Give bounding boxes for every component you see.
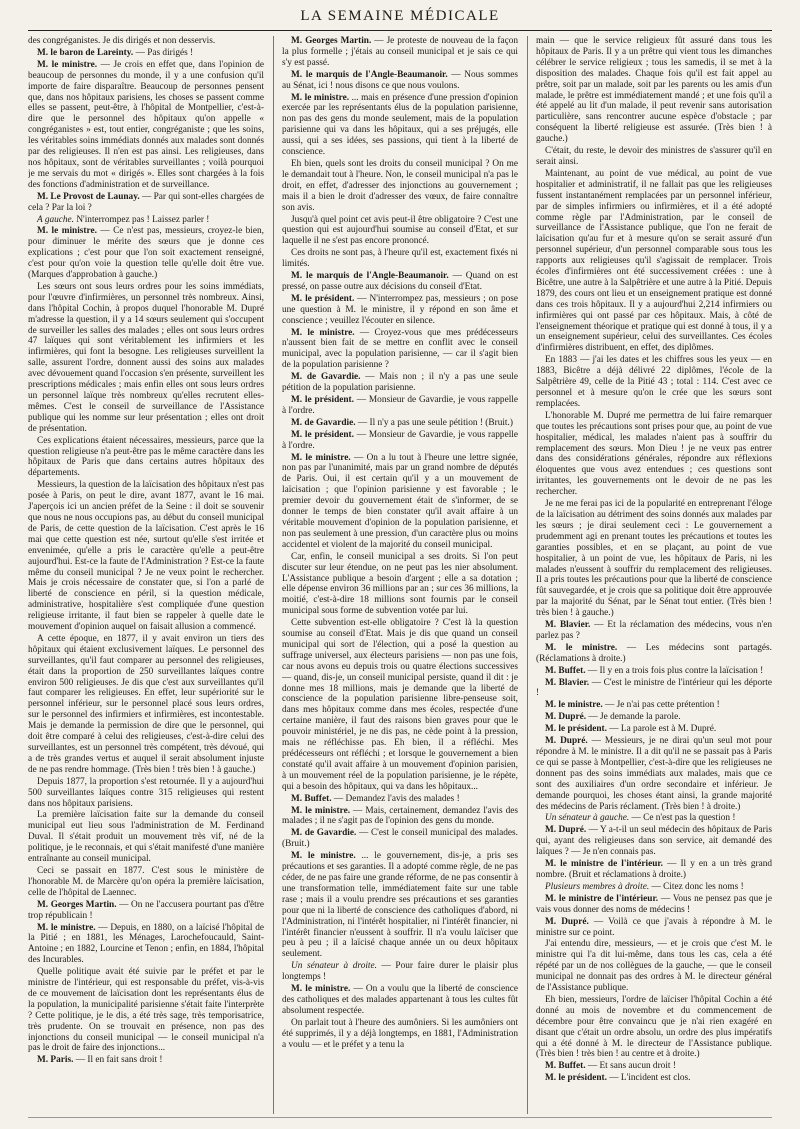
- paragraph-text: — L'incident est clos.: [606, 1073, 691, 1084]
- paragraph-text: Eh bien, quels sont les droits du conseil municipal ? On me le demandait tout à l'heure. Non, le conseil municipal n'a pas le droit, en effet, d'adresser des injonctions au gouvernement ; mais il a bien le droit d'adresser des vœux, de faire connaître son avis.: [282, 158, 518, 213]
- paragraph-text: — Demandez l'avis des malades !: [331, 793, 460, 804]
- paragraph: [28, 923, 264, 967]
- paragraph: [282, 248, 518, 270]
- paragraph: [282, 271, 518, 293]
- paragraph: [536, 666, 772, 677]
- speaker-name: M. le ministre.: [291, 92, 350, 103]
- paragraph-text: — Voilà ce que j'avais à répondre à M. le ministre sur ce point.: [536, 916, 772, 938]
- paragraph: [282, 70, 518, 92]
- speaker-name: M. Georges Martin.: [37, 899, 117, 910]
- paragraph-text: — La parole est à M. Dupré.: [606, 724, 717, 735]
- speaker-name: M. le baron de Lareinty.: [37, 47, 134, 58]
- paragraph: [28, 900, 264, 922]
- paragraph: [282, 961, 518, 983]
- paragraph-text: — Et la réclamation des médecins, vous n'en parlez pas ?: [536, 620, 772, 641]
- paragraph: [28, 810, 264, 865]
- paragraph-text: La première laïcisation faite sur la demande du conseil municipal eut lieu sous l'administration de M. Ferdinand Duval. Il s'était produit un mouvement très vif, né de la politique, je le reconnais, et qui s'était manifesté d'une manière entraînante au conseil municipal.: [28, 810, 264, 865]
- speaker-name: M. le ministre de l'intérieur.: [545, 859, 664, 870]
- paragraph-text: — Mais non ; il n'y a pas une seule pétition de la population parisienne.: [282, 372, 518, 394]
- paragraph-text: — Croyez-vous que mes prédécesseurs n'aussent bien fait de se mettre en conflit avec le conseil municipal, avec la population parisienne, — car il s'agit bien de la population parisienne ?: [282, 327, 518, 371]
- paragraph: [28, 1055, 264, 1066]
- speaker-name: M. le marquis de l'Angle-Beaumanoir.: [291, 69, 448, 80]
- speaker-name: M. le marquis de l'Angle-Beaumanoir.: [291, 271, 449, 282]
- paragraph: [536, 355, 772, 410]
- paragraph: [282, 806, 518, 828]
- paragraph-text: — C'est le ministre de l'intérieur qui les déporte !: [536, 677, 772, 699]
- speaker-name: M. Blavier.: [545, 620, 591, 631]
- paragraph: [282, 215, 518, 248]
- paragraph-text: — Il n'y a pas une seule pétition ! (Bruit.): [355, 417, 513, 428]
- paragraph: [536, 169, 772, 354]
- paragraph-text: — Messieurs, je ne dirai qu'un seul mot pour répondre à M. le ministre. Il a dit qu'il ne se passait pas à Paris ce qui se passe à Montpellier, c'est-à-dire que les religieuses ne donnent pas des soins immédiats aux malades, mais que ce sont des auxiliaires d'un ordre secondaire et inférieur. Je demande pourquoi, les choses étant ainsi, la grande majorité des médecins de Paris réclament. (Très bien ! à droite.): [536, 736, 772, 812]
- paragraph: [282, 552, 518, 617]
- paragraph: [28, 480, 264, 633]
- paragraph: [28, 192, 264, 214]
- paragraph-text: — On a lu tout à l'heure une lettre signée, non pas par l'unanimité, mais par un grand nombre de députés de Paris. Oui, il est certain qu'il y a un mouvement de laïcisation ; que l'opinion parisienne y est favorable ; le premier devoir du gouvernement était de s'informer, de se donner le temps de bien constater qu'il avait affaire à un véritable mouvement d'opinion de la population parisienne, et non pas seulement à une pression, d'un caractère plus ou moins accidentel et violent de la majorité du conseil municipal.: [282, 452, 518, 550]
- interjection: Plusieurs membres à droite.: [545, 881, 650, 892]
- paragraph: [536, 995, 772, 1060]
- speaker-name: M. Dupré.: [545, 736, 588, 747]
- paragraph-text: — Citez donc les noms !: [649, 881, 744, 892]
- speaker-name: M. de Gavardie.: [291, 417, 356, 428]
- interjection: Un sénateur à droite.: [291, 961, 377, 972]
- paragraph-text: — On a voulu que la liberté de conscience des catholiques et des malades appartenant à tous les cultes fût absolument respectée.: [282, 984, 518, 1016]
- paragraph-text: — Et sans aucun droit !: [585, 1061, 676, 1072]
- paragraph-text: Cette subvention est-elle obligatoire ? C'est là la question soumise au conseil d'Etat. Mais je dis que quand un conseil municipal qui sort de l'élection, qui a posé la question au suffrage universel, aux électeurs parisiens — non pas une fois, car nous avons eu depuis trois ou quatre élections successives — quand, dis-je, un conseil municipal persiste, quand il dit : je donne mes 18 millions, mais je demande que la liberté de conscience de la population parisienne libre-penseuse soit, dans mes hôpitaux comme dans mes écoles, respectée d'une certaine manière, il faut des raisons bien graves pour que le pouvoir ministériel, je ne dis pas, ne cède point à la pression, mais ne réfléchisse pas. Eh bien, il a réfléchi. Mes prédécesseurs ont réfléchi ; et lorsque le gouvernement a bien constaté qu'il avait affaire à un mouvement d'opinion parisien, à un mouvement réel de la population parisienne, je le répète, qui a besoin des hôpitaux, qui va dans les hôpitaux...: [282, 618, 518, 792]
- paragraph-text: N'interrompez pas ! Laissez parler !: [74, 214, 210, 225]
- paragraph-text: Car, enfin, le conseil municipal a ses droits. Si l'on peut discuter sur leur étendue, on ne peut pas les nier absolument. L'Assistance publique a besoin d'argent ; elle a sa dotation ; elle dépense environ 36 millions par an ; sur ces 36 millions, la moitié, c'est-à-dire 18 millions sont fournis par le conseil municipal sous forme de subvention votée par lui.: [282, 551, 518, 617]
- paragraph-text: — Les médecins sont partagés. (Réclamations à droite.): [536, 642, 772, 664]
- interjection: A gauche.: [37, 214, 75, 225]
- paragraph: [282, 395, 518, 417]
- paragraph-text: C'était, du reste, le devoir des ministres de s'assurer qu'il en serait ainsi.: [536, 146, 772, 167]
- paragraph: [536, 894, 772, 916]
- speaker-name: M. le ministre.: [545, 700, 603, 711]
- paragraph: [536, 712, 772, 723]
- paragraph: [28, 226, 264, 281]
- paragraph: [282, 984, 518, 1017]
- paragraph-text: Ceci se passait en 1877. C'est sous le ministère de l'honorable M. de Marcère qu'on opéra la première laïcisation, celle de l'hôpital de Laennec.: [28, 865, 264, 898]
- paragraph-text: Eh bien, messieurs, l'ordre de laïciser l'hôpital Cochin a été donné au mois de novembre et du commencement de décembre pour être convaincu que je n'ai rien exagéré en disant que c'était un ordre absolu, un ordre des plus impératifs qui a été donné à M. le directeur de l'Assistance publique. (Très bien ! très bien ! au centre et à droite.): [536, 994, 772, 1060]
- speaker-name: M. Buffet.: [545, 665, 586, 676]
- speaker-name: M. de Gavardie.: [291, 372, 361, 383]
- column-divider: [527, 36, 528, 1114]
- paragraph: [536, 917, 772, 939]
- paragraph-text: ... le gouvernement, dis-je, a pris ses précautions et ses garanties. Il a adopté comme règle, de ne pas céder, de ne pas faire une grande réforme, de ne pas consentir à une transformation telle, immédiatement faite sur une table rase ; mais il a voulu prendre ses précautions et ses garanties pour que ni la liberté de conscience des catholiques d'abord, ni l'Administration, ni l'intérêt hospitalier, ni l'intérêt financier, ni l'intérêt financier n'eussent à souffrir. Il n'a voulu laïciser que peu à peu ; il a laïcisé chaque année un ou deux hôpitaux seulement.: [282, 851, 518, 960]
- paragraph: [28, 777, 264, 810]
- paragraph: [28, 866, 264, 899]
- paragraph-text: Maintenant, au point de vue médical, au point de vue hospitalier et administratif, il ne fallait pas que les religieuses fussent instantanément remplacées par un personnel inférieur, par de simples infirmiers ou infirmières, et il a été adopté comme règle par l'Administration, par le conseil de surveillance de l'Assistance publique, que l'on ne ferait de laïcisation qu'au fur et à mesure qu'on se serait assuré d'un personnel supérieur, d'un personnel comparable sous tous les rapports aux religieuses qu'il s'agissait de remplacer. Trois écoles d'infirmières ont été successivement créées : une à Bicêtre, une autre à la Salpêtrière et une autre à la Pitié. Depuis 1879, des cours ont lieu et un enseignement pratique est donné dans ces trois hôpitaux. Il y a aujourd'hui 2,214 infirmiers ou infirmières qui ont passé par ces hôpitaux. Mais, à côté de l'enseignement théorique et pratique qui est donné à tous, il y a un enseignement supérieur, celui des surveillantes. Ces écoles d'infirmières distribuent, en effet, des diplômes.: [536, 168, 772, 354]
- speaker-name: M. le ministre de l'intérieur.: [545, 893, 659, 904]
- paragraph-text: — Pour faire durer le plaisir plus longtemps !: [282, 961, 518, 983]
- paragraph-text: L'honorable M. Dupré me permettra de lui faire remarquer que toutes les précautions sont prises pour que, au point de vue hospitalier, médical, les malades n'aient pas à souffrir du remplacement des sœurs. Mon Dieu ! je ne veux pas entrer dans des considérations générales, répondre aux réflexions éloquentes que vous avez entendues ; ces questions sont irritantes, les gouvernements ont le devoir de ne pas les rechercher.: [536, 410, 772, 498]
- paragraph: [282, 851, 518, 960]
- speaker-name: M. le président.: [291, 429, 354, 440]
- paragraph: [28, 48, 264, 59]
- speaker-name: M. le président.: [545, 1073, 607, 1084]
- paragraph-text: Ces explications étaient nécessaires, messieurs, parce que la question religieuse n'a peut-être pas le même caractère dans les hôpitaux de Paris que dans certains autres hôpitaux des départements.: [28, 435, 264, 479]
- speaker-name: M. Blavier.: [545, 677, 590, 688]
- speaker-name: M. le président.: [545, 724, 607, 735]
- paragraph-text: — Pas dirigés !: [133, 47, 194, 58]
- paragraph: [282, 418, 518, 429]
- paragraph: [28, 634, 264, 776]
- speaker-name: M. Paris.: [37, 1055, 74, 1066]
- speaker-name: M. le président.: [291, 395, 354, 405]
- article-body: [28, 36, 772, 1114]
- column-divider: [273, 36, 274, 1114]
- paragraph-text: — Ce n'est pas la question !: [629, 813, 736, 824]
- paragraph: [536, 1073, 772, 1084]
- paragraph-text: Quelle politique avait été suivie par le préfet et par le ministre de l'intérieur, qui est responsable du préfet, vis-à-vis de ce mouvement de laïcisation dont les représentants élus de la population, la municipalité parisienne s'était faite l'interprète ? Cette politique, je le dis, a été très sage, très temporisatrice, très prudente. On se trouvait en présence, non pas des injonctions du conseil municipal — le conseil municipal n'a pas le droit de faire des injonctions...: [28, 967, 264, 1054]
- speaker-name: M. Dupré.: [545, 712, 587, 723]
- paragraph-text: Jusqu'à quel point cet avis peut-il être obligatoire ? C'est une question qui est aujourd'hui soumise au conseil d'Etat, et sur laquelle il ne s'est pas encore prononcé.: [282, 214, 518, 247]
- paragraph-text: — Je crois en effet que, dans l'opinion de beaucoup de personnes du monde, il y a une confusion qu'il importe de faire disparaître. Beaucoup de personnes pensent que, dans nos hôpitaux parisiens, les choses se passent comme elles se passent, peut-être, à l'hôpital de Montpellier, c'est-à-dire que le personnel des hôpitaux qu'on appelle « congréganistes » est, tout entier, congréganiste ; que les soins, les véritables soins immédiats donnés aux malades sont donnés par des religieuses. Il n'en est pas ainsi. Les religieuses, dans nos hôpitaux, sont de véritables surveillantes ; voilà pourquoi je me servais du mot « dirigés ». Elles sont chargées à la fois des fonctions d'administration et de surveillance.: [28, 59, 264, 190]
- paragraph: [536, 700, 772, 711]
- paragraph: [536, 736, 772, 812]
- paragraph-text: — Je proteste de nouveau de la façon la plus formelle ; j'étais au conseil municipal et je sais ce qui s'y est passé.: [282, 36, 518, 68]
- page-header-title: LA SEMAINE MÉDICALE: [300, 8, 500, 24]
- speaker-name: M. le ministre.: [291, 452, 351, 463]
- paragraph: [536, 620, 772, 642]
- speaker-name: M. le ministre.: [291, 327, 355, 338]
- paragraph-text: Ces droits ne sont pas, à l'heure qu'il est, exactement fixés ni limités.: [282, 248, 518, 270]
- paragraph: [282, 1018, 518, 1051]
- speaker-name: M. Le Provost de Launay.: [37, 191, 140, 202]
- speaker-name: M. le ministre.: [291, 851, 356, 862]
- paragraph: [28, 282, 264, 435]
- speaker-name: M. Georges Martin.: [291, 36, 372, 46]
- speaker-name: M. de Gavardie.: [291, 828, 357, 839]
- paragraph: [282, 430, 518, 452]
- paragraph-text: — Je n'ai pas cette prétention !: [602, 700, 720, 711]
- paragraph-text: — Monsieur de Gavardie, je vous rappelle à l'ordre.: [282, 429, 518, 451]
- paragraph-text: — Nous sommes au Sénat, ici ! nous disons ce que nous voulons.: [282, 69, 518, 91]
- paragraph: [282, 828, 518, 850]
- column-1: [28, 36, 264, 1114]
- speaker-name: M. le ministre.: [291, 805, 351, 816]
- speaker-name: M. Buffet.: [545, 1061, 586, 1072]
- paragraph: [536, 678, 772, 700]
- paragraph: [536, 825, 772, 858]
- paragraph-text: — Depuis, en 1880, on a laïcisé l'hôpital de la Pitié ; en 1881, les Ménages, Larochefoucauld, Saint-Antoine ; en 1882, Lourcine et Tenon ; enfin, en 1884, l'hôpital des Incurables.: [28, 922, 264, 966]
- paragraph-text: — Il y en a trois fois plus contre la laïcisation !: [585, 665, 764, 676]
- paragraph-text: Je ne me ferai pas ici de la popularité en entreprenant l'éloge de la laïcisation au détriment des soins donnés aux malades par les sœurs ; je dirai seulement ceci : Le gouvernement a prudemment agi en prenant toutes les précautions et toutes les garanties possibles, et en se plaçant, au point de vue hospitalier, à un point de vue, les hôpitaux de Paris, ni les malades n'eussent à souffrir du remplacement des religieuses. Il a pris toutes les précautions pour que la liberté de conscience fût sauvegardée, et je crois que sa politique doit être approuvée par la majorité du Sénat, par le Sénat tout entier. (Très bien ! très bien ! à gauche.): [536, 499, 772, 619]
- paragraph-text: — Monsieur de Gavardie, je vous rappelle à l'ordre.: [282, 395, 518, 416]
- paragraph: [536, 724, 772, 735]
- paragraph: [282, 294, 518, 327]
- speaker-name: M. le président.: [291, 293, 355, 304]
- paragraph: [28, 967, 264, 1054]
- speaker-name: M. le ministre.: [291, 984, 351, 995]
- paragraph-text: des congréganistes. Je dis dirigés et non desservis.: [28, 36, 216, 46]
- paragraph-text: Messieurs, la question de la laïcisation des hôpitaux n'est pas posée à Paris, on peut le dire, avant 1877, avant le 16 mai. J'aperçois ici un ancien préfet de la Seine : il doit se souvenir que nous ne nous occupions pas, au début du conseil municipal de Paris, de cette question de la laïcisation. C'est après le 16 mai que cette question est née, surtout qu'elle s'est irritée et envenimée, qu'elle a pris le caractère qu'elle a peut-être aujourd'hui. Est-ce la faute de l'Administration ? Est-ce la faute même du conseil municipal ? Je ne veux point le rechercher. Mais je crois nécessaire de constater que, si l'on a parlé de liberté de conscience en péril, si la question médicale, administrative, hospitalière s'est compliquée d'une question religieuse irritante, il faut bien se rappeler à quelle date le mouvement d'opinion auquel on faisait allusion a commencé.: [28, 480, 264, 633]
- paragraph: [536, 859, 772, 881]
- footer-rule: [28, 1117, 772, 1118]
- speaker-name: M. Buffet.: [291, 793, 332, 804]
- paragraph: [28, 60, 264, 191]
- paragraph: [28, 36, 264, 47]
- paragraph: [536, 813, 772, 824]
- paragraph-text: — C'est le conseil municipal des malades. (Bruit.): [282, 828, 518, 850]
- header-rule: [28, 30, 772, 31]
- paragraph-text: — Je demande la parole.: [586, 712, 681, 723]
- paragraph-text: A cette époque, en 1877, il y avait environ un tiers des hôpitaux qui étaient exclusivement laïques. Le personnel des surveillantes, qu'il faut comparer au personnel des religieuses, était dans la proportion de 250 surveillantes laïques contre environ 500 religieuses. Je dis que c'est aux surveillantes qu'il faut comparer les religieuses. En effet, leur supériorité sur le personnel inférieur, sur le personnel placé sous leurs ordres, sur le personnel des infirmiers et infirmières, est incontestable. Mais je demande la permission de dire que le personnel, qui doit être comparé à celui des religieuses, c'est-à-dire celui des surveillantes, est un personnel très compétent, très dévoué, qui a de très grandes vertus et auquel il serait absolument injuste de ne pas rendre hommage. (Très bien ! très bien ! à gauche.): [28, 633, 264, 775]
- paragraph: [536, 643, 772, 665]
- interjection: Un sénateur à gauche.: [545, 813, 630, 824]
- paragraph: [282, 372, 518, 394]
- paragraph: [282, 453, 518, 551]
- paragraph: [28, 215, 264, 226]
- paragraph: [536, 146, 772, 168]
- paragraph: [536, 939, 772, 994]
- paragraph-text: — Ce n'est pas, messieurs, croyez-le bien, pour diminuer le mérite des sœurs que je donne ces explications ; c'est pour que l'on soit exactement renseigné, c'est pour qu'on voie la question telle qu'elle doit être vue. (Marques d'approbation à gauche.): [28, 226, 264, 281]
- speaker-name: M. Dupré.: [545, 825, 587, 836]
- speaker-name: M. Dupré.: [545, 916, 589, 927]
- paragraph: [282, 794, 518, 805]
- paragraph-text: — Mais, certainement, demandez l'avis des malades ; il ne s'agit pas de l'opinion des gens du monde.: [282, 805, 518, 827]
- speaker-name: M. le ministre.: [545, 642, 618, 653]
- paragraph-text: Les sœurs ont sous leurs ordres pour les soins immédiats, pour l'œuvre d'infirmières, un personnel très nombreux. Ainsi, dans l'hôpital Cochin, à propos duquel l'honorable M. Dupré m'adresse la question, il y a 14 sœurs seulement qui s'occupent de surveiller les salles des malades ; elles ont sous leurs ordres 47 laïques qui sont véritablement les infirmiers et les infirmières, qui font la besogne. Les religieuses surveillent la salle, assurent l'ordre, donnent aussi des soins aux malades avec dévouement quand l'occasion s'en présente, surveillent les prescriptions médicales ; mais enfin elles ont sous leurs ordres un personnel laïque très nombreux qu'elles recrutent elles-mêmes. C'est le conseil de surveillance de l'Assistance publique qui les nomme sur leur présentation ; elles ont droit de présentation.: [28, 281, 264, 434]
- paragraph: [282, 159, 518, 214]
- paragraph-text: En 1883 — j'ai les dates et les chiffres sous les yeux — en 1883, Bicêtre a déjà délivré 22 diplômes, l'école de la Salpêtrière 49, celle de la Pitié 43 ; total : 114. C'est avec ce personnel et à mesure qu'on le crée que les sœurs sont remplacées.: [536, 355, 772, 409]
- paragraph-text: — Y a-t-il un seul médecin des hôpitaux de Paris qui, ayant des religieuses dans son service, ait demandé des laïques ? — Je n'en connais pas.: [536, 825, 772, 858]
- column-3: [536, 36, 772, 1114]
- paragraph: [282, 618, 518, 793]
- speaker-name: M. le ministre.: [37, 922, 96, 933]
- paragraph: [536, 36, 772, 145]
- paragraph-text: — On ne l'accusera pourtant pas d'être trop républicain !: [28, 899, 264, 921]
- paragraph: [536, 499, 772, 619]
- paragraph-text: On parlait tout à l'heure des aumôniers. Si les aumôniers ont été supprimés, il y a déjà longtemps, en 1881, l'Administration a voulu — et le préfet y a tenu la: [282, 1017, 518, 1050]
- paragraph: [536, 1061, 772, 1072]
- paragraph: [282, 93, 518, 158]
- paragraph-text: — Quand on est pressé, on passe outre aux décisions du conseil d'Etat.: [282, 271, 518, 292]
- paragraph-text: — N'interrompez pas, messieurs ; on pose une question à M. le ministre, il y répond en son âme et conscience ; veuillez l'écouter en silence.: [282, 293, 518, 326]
- paragraph-text: ... mais en présence d'une pression d'opinion exercée par les représentants élus de la population parisienne, non pas des gens du monde seulement, mais de la population parisienne qui va dans les hôpitaux, qui a ses préjugés, elle aussi, qui a ses idées, ses passions, qui tient à la liberté de conscience.: [282, 92, 518, 158]
- paragraph: [28, 436, 264, 480]
- paragraph-text: — Il y en a un très grand nombre. (Bruit et réclamations à droite.): [536, 859, 772, 880]
- paragraph-text: — Il en fait sans droit !: [73, 1055, 163, 1066]
- paragraph-text: — Vous ne pensez pas que je vais vous donner des noms de médecins !: [536, 893, 772, 915]
- paragraph-text: Depuis 1877, la proportion s'est retournée. Il y a aujourd'hui 500 surveillantes laïques contre 315 religieuses qui restent dans nos hôpitaux parisiens.: [28, 776, 264, 809]
- speaker-name: M. le ministre.: [37, 59, 98, 70]
- paragraph: [282, 36, 518, 69]
- paragraph-text: main — que le service religieux fût assuré dans tous les hôpitaux de Paris. Il y a un prêtre qui vient tous les dimanches célébrer le service religieux ; tous les samedis, il se met à la disposition des malades. Chaque fois qu'il est fait appel au prêtre, soit par un malade, soit par les parents ou les amis d'un malade, le prêtre est immédiatement mandé ; et une fois qu'il a été appelé au lit d'un malade, il peut revenir sans autorisation particulière, sans rencontrer aucune espèce d'obstacle ; par conséquent la liberté religieuse est assurée. (Très bien ! à gauche.): [536, 36, 772, 145]
- paragraph-text: — Par qui sont-elles chargées de cela ? Par la loi ?: [28, 191, 264, 213]
- paragraph: [536, 411, 772, 498]
- speaker-name: M. le ministre.: [37, 226, 97, 237]
- paragraph: [282, 328, 518, 372]
- paragraph-text: J'ai entendu dire, messieurs, — et je crois que c'est M. le ministre qui l'a dit lui-même, dans tous les cas, cela a été répété par un de nos collègues de la gauche, — que le conseil municipal ne donnait pas des ordres à M. le directeur général de l'Assistance publique.: [536, 939, 772, 994]
- paragraph: [536, 882, 772, 893]
- column-2: [282, 36, 518, 1114]
